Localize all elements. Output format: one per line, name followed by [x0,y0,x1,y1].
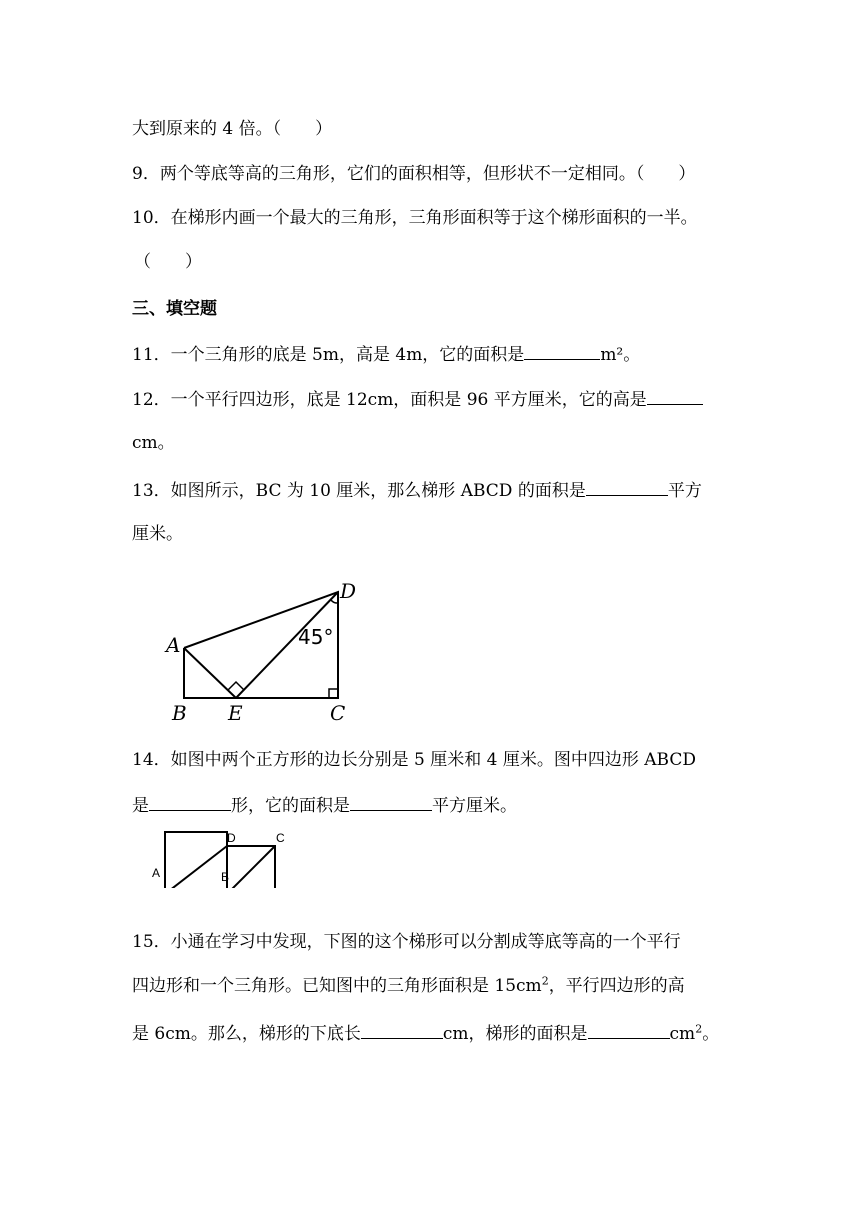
angle-label: 45° [298,625,334,649]
q15-text-f: 。 [702,1024,720,1044]
label-d: D [340,579,357,603]
question-10-line1: 10．在梯形内画一个最大的三角形，三角形面积等于这个梯形面积的一半。 [132,208,698,228]
question-11 [132,342,640,366]
question-15-line3 [132,1021,719,1045]
q12-text: 12．一个平行四边形，底是 12cm，面积是 96 平方厘米，它的高是 [132,390,647,410]
q15-text-e: cm [669,1024,696,1044]
large-square [165,832,230,888]
q14-blank-area[interactable] [350,793,432,811]
question-15-line1: 15．小通在学习中发现，下图的这个梯形可以分割成等底等高的一个平行 [132,932,681,952]
question-8-continuation: 大到原来的 4 倍。（ ） [132,119,333,139]
segment-bc [227,846,275,888]
segment-ad [165,846,230,888]
trapezoid-figure [160,576,370,726]
question-12-line1 [132,387,703,411]
question-12-line2: cm。 [132,433,175,453]
q13-unit: 平方 [667,481,702,501]
q15-sup-a: 2 [541,974,549,988]
angle-arc-d [331,600,338,603]
q14-blank-shape[interactable] [149,793,231,811]
question-14-line1: 14．如图中两个正方形的边长分别是 5 厘米和 4 厘米。图中四边形 ABCD [132,750,697,770]
label-e: E [228,701,243,725]
q11-text: 11．一个三角形的底是 5m，高是 4m，它的面积是 [132,345,525,365]
sq-label-d: D [227,831,236,845]
sq-label-a: A [152,866,161,880]
label-a: A [166,633,181,657]
q11-unit: m²。 [600,345,641,365]
q15-text-c: 是 6cm。那么，梯形的下底长 [132,1024,361,1044]
question-10-line2: （ ） [134,252,202,272]
q14-text-c: 平方厘米。 [432,796,517,816]
question-15-line2 [132,975,685,997]
q13-text: 13．如图所示，BC 为 10 厘米，那么梯形 ABCD 的面积是 [132,481,586,501]
label-c: C [330,701,346,725]
two-squares-figure [150,826,290,888]
q12-blank[interactable] [647,387,703,405]
sq-label-b: B [221,870,230,884]
q15-blank-base[interactable] [361,1021,443,1039]
q15-text-b: ，平行四边形的高 [548,976,685,996]
question-9: 9．两个等底等高的三角形，它们的面积相等，但形状不一定相同。（ ） [132,164,696,184]
segment-ae [184,648,236,698]
q15-text-d: cm，梯形的面积是 [442,1024,588,1044]
right-angle-mark-c [329,689,338,698]
q14-text-a: 是 [132,796,149,816]
label-b: B [172,701,187,725]
q13-blank[interactable] [586,478,668,496]
question-14-line2 [132,793,517,817]
q15-text-a: 四边形和一个三角形。已知图中的三角形面积是 15cm [132,976,542,996]
sq-label-c: C [276,831,285,845]
question-13-line1 [132,478,702,502]
q15-blank-area[interactable] [588,1021,670,1039]
q11-blank[interactable] [524,342,600,360]
right-angle-mark-e [228,682,244,690]
section-heading: 三、填空题 [132,299,217,319]
question-13-line2: 厘米。 [132,524,183,544]
q14-text-b: 形，它的面积是 [231,796,350,816]
q15-sup-b: 2 [695,1022,703,1036]
